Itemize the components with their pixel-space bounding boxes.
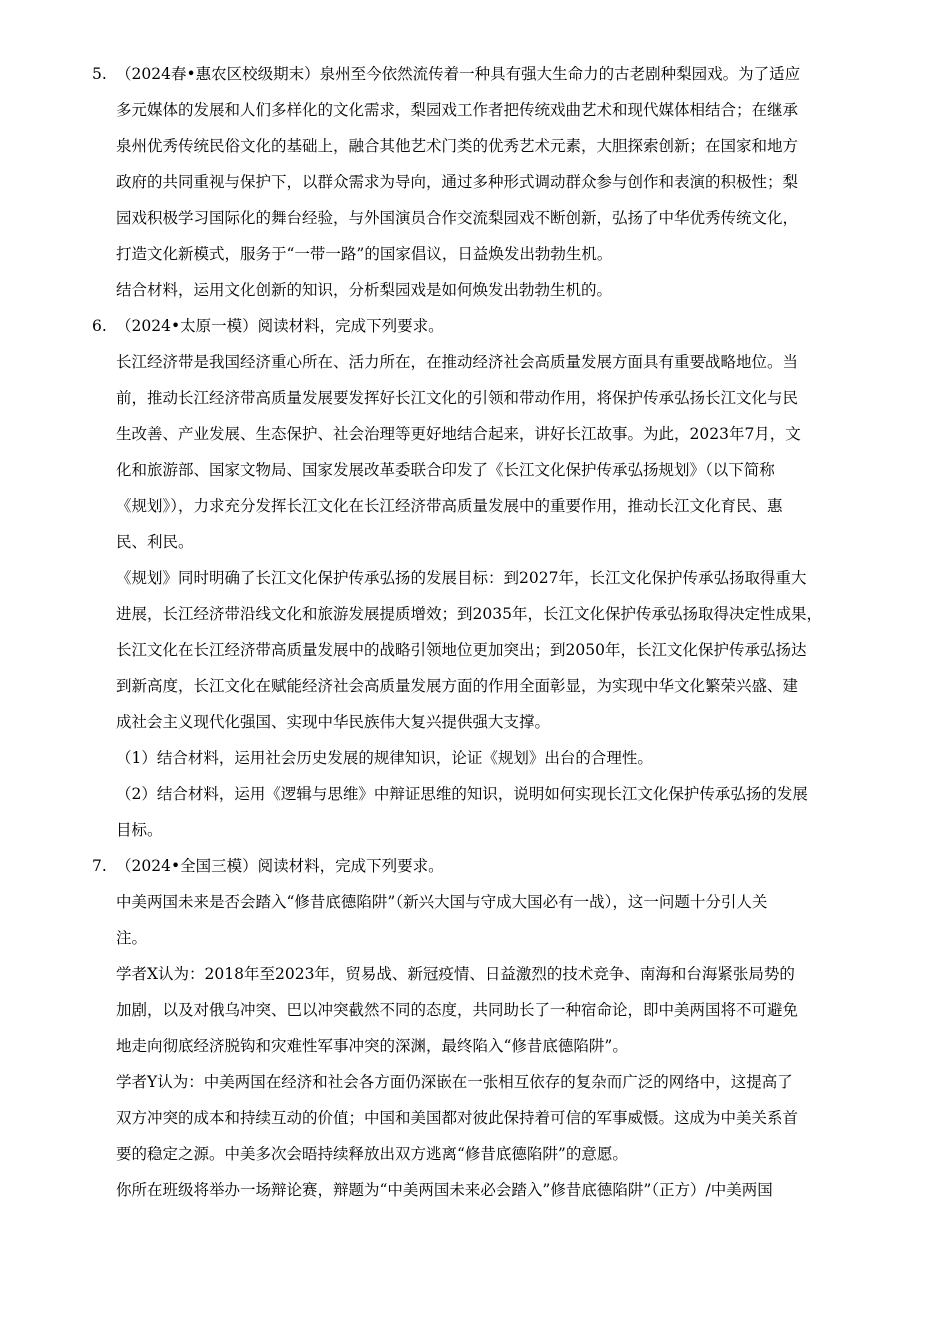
text-line: 你所在班级将举办一场辩论赛，辩题为“中美两国未来必会踏入”修昔底德陷阱”（正方）/中美两国 [116, 1181, 773, 1199]
text-line: 进展，长江经济带沿线文化和旅游发展提质增效；到2035年，长江文化保护传承弘扬取得决定性成果， [116, 605, 822, 623]
text-line: 化和旅游部、国家文物局、国家发展改革委联合印发了《长江文化保护传承弘扬规划》（以下简称 [116, 461, 775, 479]
text-line: 要的稳定之源。中美多次会晤持续释放出双方逃离“修昔底德陷阱”的意愿。 [116, 1145, 628, 1163]
question-number: 7. [92, 857, 107, 875]
text-line: 多元媒体的发展和人们多样化的文化需求，梨园戏工作者把传统戏曲艺术和现代媒体相结合；在继承 [116, 101, 799, 119]
text-line: 《规划》同时明确了长江文化保护传承弘扬的发展目标：到2027年，长江文化保护传承弘扬取得重大 [116, 569, 807, 587]
text-line: 学者Y认为：中美两国在经济和社会各方面仍深嵌在一张相互依存的复杂而广泛的网络中，这提高了 [116, 1073, 793, 1091]
question-7 [92, 848, 872, 1208]
text-line: 注。 [116, 929, 148, 947]
question-5 [92, 56, 872, 308]
text-line: 生改善、产业发展、生态保护、社会治理等更好地结合起来，讲好长江故事。为此，2023年7月，文 [116, 425, 801, 443]
text-line: 学者X认为：2018年至2023年，贸易战、新冠疫情、日益激烈的技术竞争、南海和台海紧张局势的 [116, 965, 795, 983]
text-line: 长江文化在长江经济带高质量发展中的战略引领地位更加突出；到2050年，长江文化保护传承弘扬达 [116, 641, 807, 659]
text-line: 打造文化新模式，服务于“一带一路”的国家倡议，日益焕发出勃勃生机。 [116, 245, 613, 263]
text-line: 双方冲突的成本和持续互动的价值；中国和美国都对彼此保持着可信的军事威慑。这成为中美关系首 [116, 1109, 799, 1127]
text-line: 泉州优秀传统民俗文化的基础上，融合其他艺术门类的优秀艺术元素，大胆探索创新；在国家和地方 [116, 137, 799, 155]
text-line: 到新高度，长江文化在赋能经济社会高质量发展方面的作用全面彰显，为实现中华文化繁荣兴盛、建 [116, 677, 799, 695]
text-line: （1）结合材料，运用社会历史发展的规律知识，论证《规划》出台的合理性。 [116, 749, 653, 767]
text-line: 园戏积极学习国际化的舞台经验，与外国演员合作交流梨园戏不断创新，弘扬了中华优秀传统文化， [116, 209, 799, 227]
text-line: 目标。 [116, 821, 163, 839]
text-line: （2024春•惠农区校级期末）泉州至今依然流传着一种具有强大生命力的古老剧种梨园戏。为了适应 [116, 65, 801, 83]
text-line: 中美两国未来是否会踏入“修昔底德陷阱”（新兴大国与守成大国必有一战），这一问题十分引人关 [116, 893, 768, 911]
question-6 [92, 308, 872, 848]
text-line: 结合材料，运用文化创新的知识，分析梨园戏是如何焕发出勃勃生机的。 [116, 281, 613, 299]
text-line: （2024•太原一模）阅读材料，完成下列要求。 [116, 317, 444, 335]
text-line: （2024•全国三模）阅读材料，完成下列要求。 [116, 857, 444, 875]
text-line: 政府的共同重视与保护下，以群众需求为导向，通过多种形式调动群众参与创作和表演的积极性；梨 [116, 173, 799, 191]
question-number: 6. [92, 317, 107, 335]
question-number: 5. [92, 65, 107, 83]
text-line: 长江经济带是我国经济重心所在、活力所在，在推动经济社会高质量发展方面具有重要战略地位。当 [116, 353, 799, 371]
text-line: 加剧，以及对俄乌冲突、巴以冲突截然不同的态度，共同助长了一种宿命论，即中美两国将不可避免 [116, 1001, 799, 1019]
text-line: 《规划》），力求充分发挥长江文化在长江经济带高质量发展中的重要作用，推动长江文化育民、惠 [116, 497, 783, 515]
text-line: 地走向彻底经济脱钩和灾难性军事冲突的深渊，最终陷入“修昔底德陷阱”。 [116, 1037, 628, 1055]
text-line: （2）结合材料，运用《逻辑与思维》中辩证思维的知识，说明如何实现长江文化保护传承弘扬的发展 [116, 785, 808, 803]
text-line: 民、利民。 [116, 533, 194, 551]
text-line: 前，推动长江经济带高质量发展要发挥好长江文化的引领和带动作用，将保护传承弘扬长江文化与民 [116, 389, 799, 407]
text-line: 成社会主义现代化强国、实现中华民族伟大复兴提供强大支撑。 [116, 713, 551, 731]
